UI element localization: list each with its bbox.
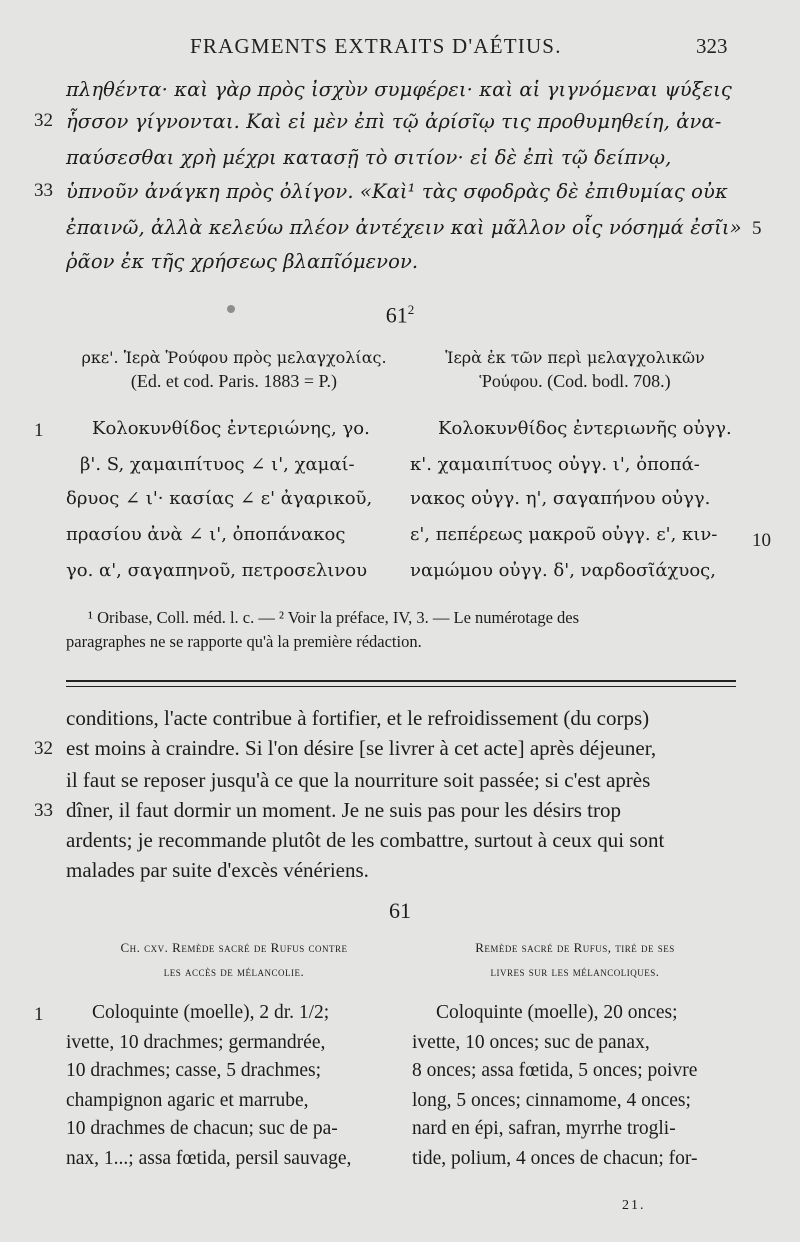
french-col-line: nax, 1...; assa fœtida, persil sauvage,: [66, 1148, 352, 1169]
margin-line-number: 32: [34, 110, 53, 131]
footnote-line: paragraphes ne se rapporte qu'à la première rédaction.: [66, 632, 422, 651]
section-number-french: [0, 898, 800, 924]
greek-line: πληθέντα· καὶ γὰρ πρὸς ἰσχὺν συμφέρει· καὶ αἱ γιγνόμεναι ψύξεις: [66, 78, 732, 101]
greek-line: ἐπαινῶ, ἀλλὰ κελεύω πλέον ἀντέχειν καὶ μᾶλλον οἷς νόσημά ἐσῖι»: [66, 216, 742, 239]
greek-col-line: γο. α', σαγαπηνοῦ, πετροσελινου: [66, 560, 368, 581]
section-number-greek: [0, 302, 800, 328]
greek-col-line: Κολοκυνθίδος ἐντεριωνῆς οὐγγ.: [438, 418, 732, 439]
margin-line-number-right: 10: [752, 530, 771, 551]
separator-rule: [66, 680, 736, 682]
french-col-line: Coloquinte (moelle), 20 onces;: [436, 1002, 678, 1023]
greek-col-line: ναμώμου οὐγγ. δ', ναρδοσῖάχυος,: [410, 560, 716, 581]
greek-col-line: ε', πεπέρεως μακροῦ οὐγγ. ε', κιν-: [410, 524, 718, 545]
french-col-line: 10 drachmes de chacun; suc de pa-: [66, 1118, 338, 1139]
margin-line-number: 1: [34, 420, 44, 441]
margin-line-number: 32: [34, 738, 53, 759]
french-col-line: tide, polium, 4 onces de chacun; for-: [412, 1148, 698, 1169]
greek-line: ὑπνοῦν ἀνάγκη πρὸς ὀλίγον. «Καὶ¹ τὰς σφοδρὰς δὲ ἐπιθυμίας οὐκ: [66, 180, 728, 203]
column-head-line: ρκε'. Ἱερὰ Ῥούφου πρὸς μελαγχολίας.: [81, 348, 387, 367]
printer-signature: 21.: [622, 1198, 646, 1213]
margin-line-number: 1: [34, 1004, 44, 1025]
french-col-line: ivette, 10 drachmes; germandrée,: [66, 1032, 326, 1053]
column-head-line: Remède sacré de Rufus, tiré de ses: [475, 940, 675, 955]
french-col-line: 8 onces; assa fœtida, 5 onces; poivre: [412, 1060, 698, 1081]
french-line: ardents; je recommande plutôt de les combattre, surtout à ceux qui sont: [66, 828, 665, 852]
margin-line-number: 33: [34, 180, 53, 201]
french-line: est moins à craindre. Si l'on désire [se livrer à cet acte] après déjeuner,: [66, 736, 657, 760]
french-col-line: 10 drachmes; casse, 5 drachmes;: [66, 1060, 322, 1081]
greek-col-line: δρυος ∠ ι'· κασίας ∠ ε' ἀγαρικοῦ,: [66, 488, 373, 509]
french-line: il faut se reposer jusqu'à ce que la nourriture soit passée; si c'est après: [66, 768, 651, 792]
greek-line: ἧσσον γίγνονται. Καὶ εἰ μὲν ἐπὶ τῷ ἀρίσῖῳ τις προθυμηθείη, ἀνα-: [66, 110, 722, 133]
french-col-line: champignon agaric et marrube,: [66, 1090, 309, 1111]
column-head-line: livres sur les mélancoliques.: [490, 964, 660, 979]
running-title: FRAGMENTS EXTRAITS D'AÉTIUS.: [190, 34, 562, 58]
greek-col-line: νακος οὐγγ. η', σαγαπήνου οὐγγ.: [410, 488, 711, 509]
greek-col-line: κ'. χαμαιπίτυος οὐγγ. ι', ὀποπά-: [410, 454, 700, 475]
french-col-line: nard en épi, safran, myrrhe trogli-: [412, 1118, 676, 1139]
greek-col-line: πρασίου ἀνὰ ∠ ι', ὀποπάνακος: [66, 524, 346, 545]
greek-col-line: β'. S, χαμαιπίτυος ∠ ι', χαμαί-: [80, 454, 355, 475]
french-line: conditions, l'acte contribue à fortifier, et le refroidissement (du corps): [66, 706, 650, 730]
french-col-line: Coloquinte (moelle), 2 dr. 1/2;: [92, 1002, 330, 1023]
greek-left-column-head: [66, 348, 402, 392]
greek-line: παύσεσθαι χρὴ μέχρι κατασῇ τὸ σιτίον· εἰ δὲ ἐπὶ τῷ δείπνῳ,: [66, 146, 672, 169]
french-left-column-head: [66, 940, 402, 980]
column-head-line: Ἱερὰ ἐκ τῶν περὶ μελαγχολικῶν: [445, 348, 705, 367]
margin-line-number-right: 5: [752, 218, 762, 239]
greek-line: ῥᾶον ἐκ τῆς χρήσεως βλαπῖόμενον.: [66, 250, 419, 273]
section-number: 61: [385, 302, 408, 328]
french-col-line: ivette, 10 onces; suc de panax,: [412, 1032, 650, 1053]
column-head-line: (Ed. et cod. Paris. 1883 = P.): [130, 371, 338, 391]
french-right-column-head: [412, 940, 738, 980]
greek-col-line: Κολοκυνθίδος ἐντεριώνης, γο.: [92, 418, 370, 439]
separator-rule: [66, 686, 736, 687]
margin-line-number: 33: [34, 800, 53, 821]
section-number: 61: [389, 898, 411, 923]
page-number: 323: [696, 34, 728, 58]
column-head-line: les accès de mélancolie.: [163, 964, 305, 979]
column-head-line: Ῥούφου. (Cod. bodl. 708.): [479, 371, 671, 391]
column-head-line: Ch. cxv. Remède sacré de Rufus contre: [120, 940, 348, 955]
greek-right-column-head: [410, 348, 740, 392]
french-line: dîner, il faut dormir un moment. Je ne suis pas pour les désirs trop: [66, 798, 621, 822]
french-col-line: long, 5 onces; cinnamome, 4 onces;: [412, 1090, 691, 1111]
footnote-ref: 2: [407, 302, 415, 317]
footnote-line: ¹ Oribase, Coll. méd. l. c. — ² Voir la préface, IV, 3. — Le numérotage des: [88, 608, 580, 627]
french-line: malades par suite d'excès vénériens.: [66, 858, 369, 882]
